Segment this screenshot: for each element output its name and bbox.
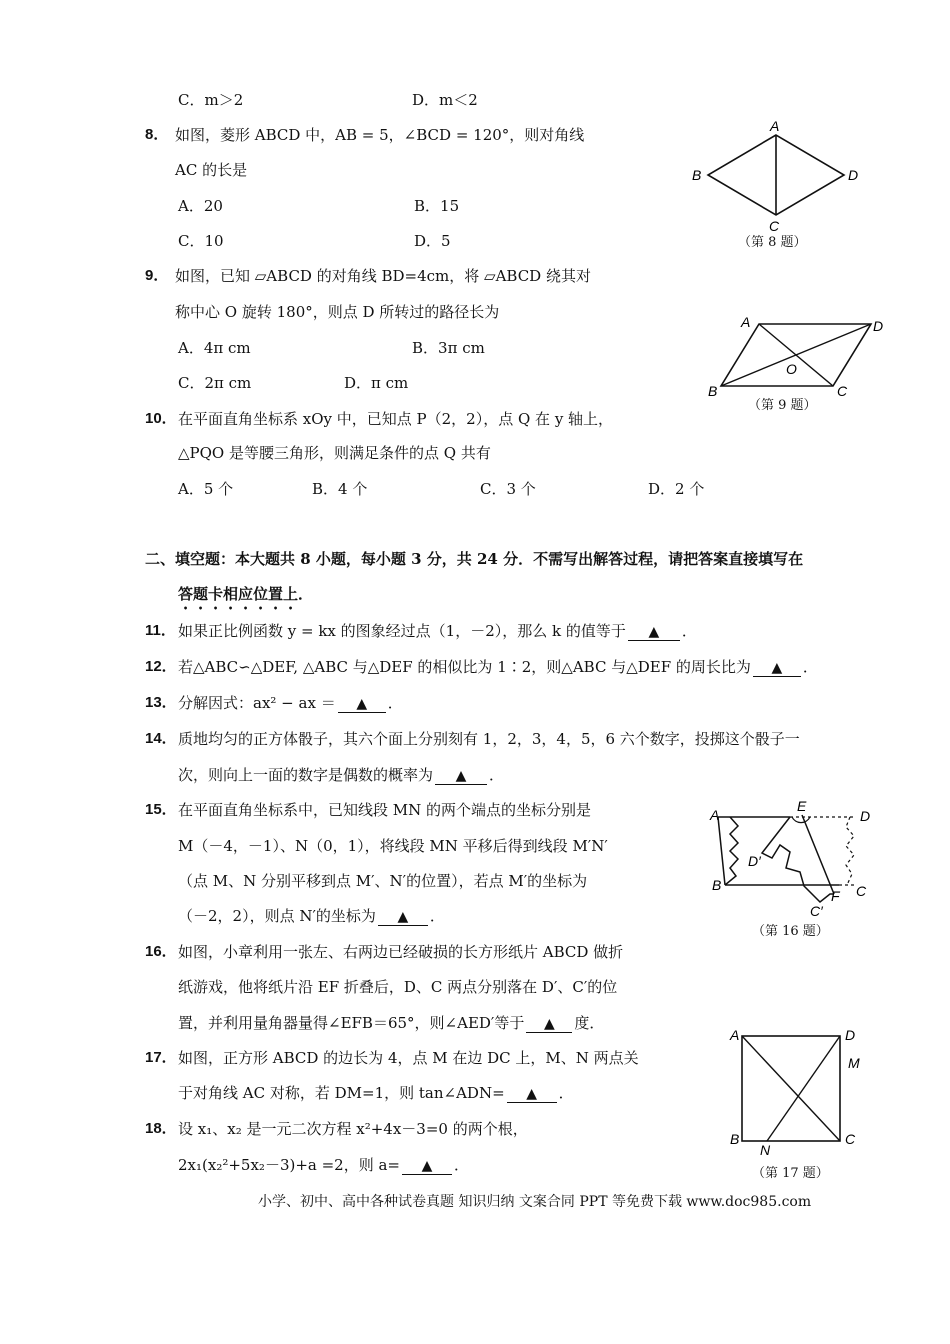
q16-label-d-prime: D′: [748, 853, 761, 869]
q17-label-a: A: [730, 1027, 740, 1043]
q17-label-m: M: [848, 1055, 860, 1071]
q16-label-c-prime: C′: [810, 903, 823, 919]
q14-stem-line2: 次，则向上一面的数字是偶数的概率为 ▲ ．: [178, 766, 505, 784]
q10-option-d: D．2 个: [648, 480, 705, 498]
section2-heading-line2: 答题卡相应位置上．: [178, 585, 314, 603]
q17-square-figure: [722, 1024, 872, 1160]
q16-number: 16．: [145, 943, 177, 960]
q16-label-b: B: [712, 877, 722, 893]
q8-label-d: D: [848, 167, 859, 183]
q15-stem-line1: 在平面直角坐标系中，已知线段 MN 的两个端点的坐标分别是: [178, 801, 592, 819]
q12-number: 12．: [145, 658, 177, 675]
q17-stem-line1: 如图，正方形 ABCD 的边长为 4，点 M 在边 DC 上，M、N 两点关: [178, 1049, 639, 1067]
q16-folded-paper-figure: [700, 796, 880, 922]
q16-label-a: A: [710, 807, 720, 823]
q9-label-a: A: [741, 314, 751, 330]
q14-answer-blank[interactable]: ▲: [435, 768, 487, 785]
q15-number: 15．: [145, 801, 177, 818]
q14-stem-line1: 质地均匀的正方体骰子，其六个面上分别刻有 1，2，3，4，5，6 六个数字，投掷这个骰子一: [178, 730, 800, 748]
q10-number: 10．: [145, 410, 177, 427]
q8-rhombus-figure: [688, 115, 868, 235]
q9-label-b: B: [708, 383, 718, 399]
q14-number: 14．: [145, 730, 177, 747]
q9-option-d: D．π cm: [344, 374, 409, 392]
q18-answer-blank[interactable]: ▲: [402, 1158, 452, 1175]
q9-label-o: O: [786, 361, 797, 377]
q8-option-d: D．5: [414, 232, 451, 250]
q9-option-c: C．2π cm: [178, 374, 252, 392]
q9-option-b: B．3π cm: [412, 339, 485, 357]
q15-stem-line2: M（－4，－1）、N（0，1），将线段 MN 平移后得到线段 M′N′: [178, 837, 608, 855]
q12-stem: 若△ABC∽△DEF, △ABC 与△DEF 的相似比为 1∶2，则△ABC 与△DEF 的周长比为 ▲ ．: [178, 658, 818, 676]
q18-stem-line1: 设 x₁、x₂ 是一元二次方程 x²+4x－3=0 的两个根，: [178, 1120, 528, 1138]
q9-label-c: C: [837, 383, 848, 399]
q9-option-a: A．4π cm: [178, 339, 251, 357]
q16-stem-line3: 置，并利用量角器量得∠EFB＝65°，则∠AED′等于 ▲ 度．: [178, 1014, 605, 1032]
section2-dotted-text: 答题卡相应位置上: [178, 585, 299, 603]
q17-label-c: C: [845, 1131, 856, 1147]
q7-option-d: D．m＜2: [412, 91, 478, 109]
q16-answer-blank[interactable]: ▲: [526, 1016, 572, 1033]
q8-number: 8．: [145, 126, 169, 143]
q9-caption: （第 9 题）: [748, 398, 817, 413]
q16-stem-line2: 纸游戏，他将纸片沿 EF 折叠后，D、C 两点分别落在 D′、C′的位: [178, 978, 618, 996]
q15-stem-line3: （点 M、N 分别平移到点 M′、N′的位置），若点 M′的坐标为: [178, 872, 588, 890]
q8-option-b: B．15: [414, 197, 460, 215]
q10-stem-line1: 在平面直角坐标系 xOy 中，已知点 P（2，2），点 Q 在 y 轴上，: [178, 410, 614, 428]
q15-stem-line4: （－2，2），则点 N′的坐标为 ▲ ．: [178, 907, 445, 925]
q17-caption: （第 17 题）: [752, 1166, 829, 1181]
q12-answer-blank[interactable]: ▲: [753, 660, 801, 677]
q8-stem-line2: AC 的长是: [175, 161, 248, 179]
q8-caption: （第 8 题）: [738, 235, 807, 250]
q13-number: 13．: [145, 694, 177, 711]
q15-answer-blank[interactable]: ▲: [378, 909, 428, 926]
q17-answer-blank[interactable]: ▲: [507, 1086, 557, 1103]
q16-caption: （第 16 题）: [752, 924, 829, 939]
q11-number: 11．: [145, 622, 176, 639]
q18-stem-line2: 2x₁(x₂²+5x₂－3)+a =2，则 a= ▲ ．: [178, 1156, 470, 1174]
q10-stem-line2: △PQO 是等腰三角形，则满足条件的点 Q 共有: [178, 444, 491, 462]
q17-label-n: N: [760, 1142, 771, 1158]
q10-option-a: A．5 个: [178, 480, 234, 498]
q7-option-c: C．m＞2: [178, 91, 244, 109]
q17-label-b: B: [730, 1131, 740, 1147]
q9-stem-line2: 称中心 O 旋转 180°，则点 D 所转过的路径长为: [175, 303, 500, 321]
q16-label-d: D: [860, 808, 871, 824]
q16-label-c: C: [856, 883, 867, 899]
q10-option-c: C．3 个: [480, 480, 536, 498]
q10-option-b: B．4 个: [312, 480, 368, 498]
q9-number: 9．: [145, 267, 169, 284]
q8-label-c: C: [769, 218, 780, 234]
q18-number: 18．: [145, 1120, 177, 1137]
q8-option-a: A．20: [178, 197, 223, 215]
section2-heading: 二、填空题：本大题共 8 小题，每小题 3 分，共 24 分．不需写出解答过程，请把答案直接填写在: [145, 550, 804, 568]
q8-label-b: B: [692, 167, 702, 183]
q11-stem: 如果正比例函数 y = kx 的图象经过点（1，－2），那么 k 的值等于 ▲ ．: [178, 622, 697, 640]
q17-stem-line2: 于对角线 AC 对称，若 DM=1，则 tan∠ADN= ▲ ．: [178, 1084, 574, 1102]
q13-stem: 分解因式：ax² − ax ＝ ▲ ．: [178, 694, 403, 712]
q11-answer-blank[interactable]: ▲: [628, 624, 680, 641]
page-footer: 小学、初中、高中各种试卷真题 知识归纳 文案合同 PPT 等免费下载 www.doc985.com: [258, 1194, 812, 1210]
q9-parallelogram-figure: [700, 310, 895, 402]
q16-label-e: E: [797, 798, 807, 814]
q8-option-c: C．10: [178, 232, 224, 250]
q13-answer-blank[interactable]: ▲: [338, 696, 386, 713]
q8-label-a: A: [770, 118, 780, 134]
q9-stem-line1: 如图，已知 ▱ABCD 的对角线 BD=4cm，将 ▱ABCD 绕其对: [175, 267, 591, 285]
q16-label-f: F: [831, 888, 840, 904]
q9-label-d: D: [873, 318, 884, 334]
q16-stem-line1: 如图，小章利用一张左、右两边已经破损的长方形纸片 ABCD 做折: [178, 943, 624, 961]
q17-number: 17．: [145, 1049, 177, 1066]
q17-label-d: D: [845, 1027, 856, 1043]
q8-stem-line1: 如图，菱形 ABCD 中，AB = 5，∠BCD = 120°，则对角线: [175, 126, 585, 144]
